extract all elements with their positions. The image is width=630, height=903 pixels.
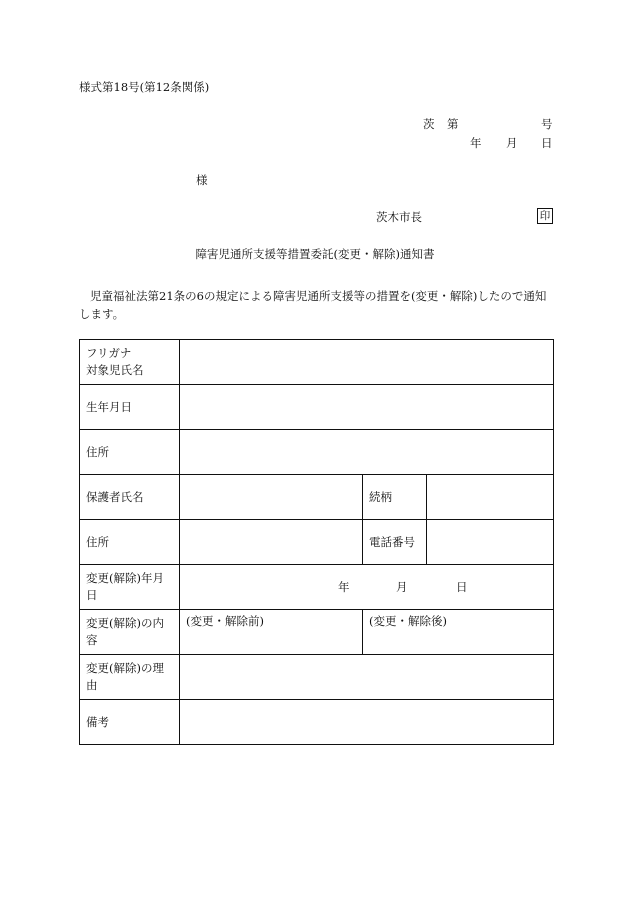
child-name-field[interactable] — [180, 340, 554, 385]
guardian-name-field[interactable] — [180, 475, 363, 520]
before-change-label: (変更・解除前) — [186, 614, 264, 628]
notification-form-table — [79, 339, 554, 745]
birthdate-label: 生年月日 — [80, 385, 180, 430]
document-office-prefix: 茨 — [423, 117, 435, 131]
address-field[interactable] — [180, 430, 554, 475]
table-row-change-content — [80, 610, 554, 655]
table-row-reason — [80, 655, 554, 700]
document-number-prefix: 第 — [447, 117, 459, 131]
seal-box: 印 — [537, 208, 553, 224]
guardian-address-field[interactable] — [180, 520, 363, 565]
relationship-label: 続柄 — [363, 475, 427, 520]
change-date-field[interactable] — [180, 565, 554, 610]
phone-label: 電話番号 — [363, 520, 427, 565]
document-number-suffix: 号 — [541, 117, 553, 131]
body-paragraph: 児童福祉法第21条の6の規定による障害児通所支援等の措置を(変更・解除)したので通知します。 — [79, 289, 547, 321]
table-row-birthdate — [80, 385, 554, 430]
issue-date-month: 月 — [506, 136, 518, 150]
issuer-name: 茨木市長 — [376, 210, 422, 224]
relationship-field[interactable] — [427, 475, 554, 520]
change-date-label: 変更(解除)年月日 — [80, 565, 180, 610]
table-row-guardian — [80, 475, 554, 520]
guardian-name-label: 保護者氏名 — [80, 475, 180, 520]
table-row-guardian-address — [80, 520, 554, 565]
document-title: 障害児通所支援等措置委託(変更・解除)通知書 — [195, 247, 435, 261]
after-change-label: (変更・解除後) — [369, 614, 447, 628]
table-row-change-date — [80, 565, 554, 610]
reason-field[interactable] — [180, 655, 554, 700]
issue-date-day: 日 — [541, 136, 553, 150]
birthdate-field[interactable] — [180, 385, 554, 430]
table-row-remarks — [80, 700, 554, 745]
addressee-honorific: 様 — [196, 173, 208, 187]
before-change-field[interactable] — [180, 610, 363, 655]
child-name-label-text: 対象児氏名 — [86, 363, 144, 377]
form-number: 様式第18号(第12条関係) — [79, 80, 210, 94]
issue-date-year: 年 — [470, 136, 482, 150]
reason-label: 変更(解除)の理由 — [80, 655, 180, 700]
after-change-field[interactable] — [363, 610, 554, 655]
table-row-child-name — [80, 340, 554, 385]
remarks-field[interactable] — [180, 700, 554, 745]
child-name-label — [80, 340, 180, 385]
address-label: 住所 — [80, 430, 180, 475]
phone-field[interactable] — [427, 520, 554, 565]
table-row-address — [80, 430, 554, 475]
remarks-label: 備考 — [80, 700, 180, 745]
furigana-label: フリガナ — [86, 346, 132, 360]
change-date-year: 年 — [338, 580, 350, 594]
change-date-day: 日 — [456, 580, 468, 594]
change-date-month: 月 — [396, 580, 408, 594]
change-content-label: 変更(解除)の内容 — [80, 610, 180, 655]
guardian-address-label: 住所 — [80, 520, 180, 565]
